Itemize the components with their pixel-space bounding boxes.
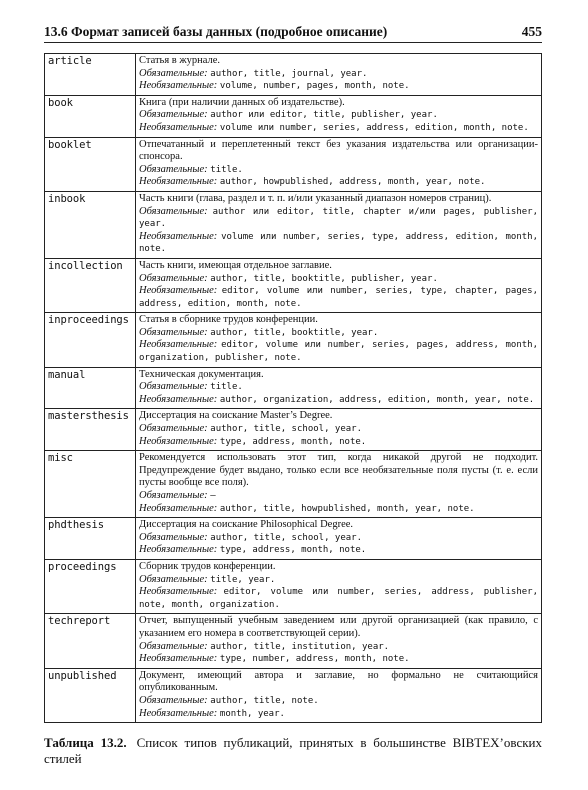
required-label: Обязательные:: [139, 694, 208, 706]
optional-label: Необязательные:: [139, 339, 218, 351]
required-fields: title.: [210, 164, 243, 175]
table-row: [45, 559, 542, 613]
optional-fields: author, organization, address, edition, month, year, note.: [219, 394, 535, 405]
optional-fields: volume, number, pages, month, note.: [219, 81, 410, 92]
optional-fields-line: [139, 436, 538, 449]
required-fields-line: [139, 695, 538, 708]
optional-fields-line: [139, 503, 538, 516]
table-row: [45, 518, 542, 560]
optional-label: Необязательные:: [139, 502, 218, 514]
required-fields: author, title, journal, year.: [210, 68, 368, 79]
entry-description: Техническая документация.: [139, 368, 264, 380]
required-label: Обязательные:: [139, 640, 208, 652]
entry-description-cell: [136, 614, 542, 668]
table-row: [45, 668, 542, 722]
entry-type-cell: [45, 668, 136, 722]
table-caption: [44, 735, 542, 767]
entry-description-cell: [136, 451, 542, 518]
entry-type: inproceedings: [48, 314, 129, 327]
entry-type-cell: [45, 258, 136, 312]
table-row: [45, 191, 542, 258]
required-label: Обязательные:: [139, 381, 208, 393]
entry-description-cell: [136, 95, 542, 137]
entry-type-cell: [45, 409, 136, 451]
entry-description: Статья в сборнике трудов конференции.: [139, 314, 318, 326]
entry-description: Часть книги (глава, раздел и т. п. и/или указанный диапазон номеров страниц).: [139, 192, 492, 204]
entry-type: proceedings: [48, 560, 117, 573]
optional-fields: type, number, address, month, note.: [219, 654, 410, 665]
optional-label: Необязательные:: [139, 80, 218, 92]
optional-fields-line: [139, 285, 538, 310]
optional-fields: author, howpublished, address, month, year, note.: [219, 177, 486, 188]
entry-description-cell: [136, 137, 542, 191]
entry-description-cell: [136, 668, 542, 722]
required-fields: author, title, booktitle, year.: [210, 327, 379, 338]
entry-type: incollection: [48, 259, 123, 272]
required-label: Обязательные:: [139, 272, 208, 284]
required-fields: author, title, school, year.: [210, 532, 362, 543]
entry-type-cell: [45, 518, 136, 560]
entry-type-cell: [45, 313, 136, 367]
entry-type: book: [48, 96, 73, 109]
entry-type: unpublished: [48, 669, 117, 682]
entry-description: Рекомендуется использовать этот тип, когда никакой другой не подходит. Предупреждение будет выдано, только если все необязательные поля пусты (т. е. если пусты вообще все поля).: [139, 452, 538, 489]
required-fields-line: [139, 327, 538, 340]
table-row: [45, 258, 542, 312]
optional-fields: author, title, howpublished, month, year, note.: [219, 503, 475, 514]
required-fields: title.: [210, 382, 243, 393]
entry-type: techreport: [48, 615, 111, 628]
entry-description: Отпечатанный и переплетенный текст без указания издательства или организации-спонсора.: [139, 138, 538, 163]
required-fields-line: [139, 109, 538, 122]
entry-type-cell: [45, 451, 136, 518]
required-fields: title, year.: [210, 574, 276, 585]
optional-label: Необязательные:: [139, 393, 218, 405]
entry-description-cell: [136, 518, 542, 560]
optional-fields-line: [139, 544, 538, 557]
required-label: Обязательные:: [139, 109, 208, 121]
entry-type-cell: [45, 559, 136, 613]
required-label: Обязательные:: [139, 573, 208, 585]
entry-description-cell: [136, 313, 542, 367]
entry-description: Часть книги, имеющая отдельное заглавие.: [139, 259, 332, 271]
required-fields: author, title, school, year.: [210, 424, 362, 435]
required-fields-line: [139, 490, 538, 503]
required-fields: author, title, booktitle, publisher, year.: [210, 273, 438, 284]
optional-fields: volume или number, series, type, address, edition, month, note.: [139, 231, 538, 255]
entry-type: article: [48, 55, 92, 67]
optional-fields-line: [139, 231, 538, 256]
required-fields-line: [139, 381, 538, 394]
publication-types-table: [44, 53, 542, 723]
optional-fields-line: [139, 339, 538, 364]
entry-type: manual: [48, 368, 86, 381]
entry-type-cell: [45, 614, 136, 668]
optional-fields-line: [139, 122, 538, 135]
required-fields-line: [139, 423, 538, 436]
entry-description-cell: [136, 191, 542, 258]
entry-description-cell: [136, 409, 542, 451]
required-label: Обязательные:: [139, 531, 208, 543]
required-label: Обязательные:: [139, 326, 208, 338]
optional-label: Необязательные:: [139, 435, 218, 447]
required-fields-line: [139, 574, 538, 587]
required-fields-line: [139, 641, 538, 654]
required-fields: –: [210, 491, 216, 501]
required-fields-line: [139, 532, 538, 545]
required-label: Обязательные:: [139, 490, 208, 501]
optional-label: Необязательные:: [139, 176, 218, 188]
optional-fields: type, address, month, note.: [219, 545, 367, 556]
table-row: [45, 614, 542, 668]
optional-label: Необязательные:: [139, 653, 218, 665]
entry-type-cell: [45, 95, 136, 137]
table-row: [45, 95, 542, 137]
entry-description: Диссертация на соискание Philosophical Degree.: [139, 519, 354, 531]
optional-fields: volume или number, series, address, edition, month, note.: [219, 122, 529, 133]
entry-type-cell: [45, 137, 136, 191]
required-fields: author, title, note.: [210, 695, 319, 706]
optional-fields-line: [139, 586, 538, 611]
header-rule: [44, 42, 542, 43]
optional-fields: month, year.: [219, 708, 285, 719]
table-row: [45, 313, 542, 367]
optional-fields-line: [139, 176, 538, 189]
entry-description-cell: [136, 54, 542, 96]
table-row: [45, 367, 542, 409]
optional-label: Необязательные:: [139, 707, 218, 719]
optional-label: Необязательные:: [139, 586, 218, 598]
required-fields-line: [139, 68, 538, 81]
required-fields: author или editor, title, chapter и/или pages, publisher, year.: [139, 206, 538, 230]
optional-label: Необязательные:: [139, 285, 218, 297]
entry-description: Документ, имеющий автора и заглавие, но формально не считающийся опубликованным.: [139, 669, 538, 694]
optional-fields-line: [139, 653, 538, 666]
entry-type-cell: [45, 54, 136, 96]
caption-text: Список типов публикаций, принятых в большинстве BIBTEX’овских стилей: [44, 735, 542, 766]
entry-type: phdthesis: [48, 519, 104, 532]
required-label: Обязательные:: [139, 205, 208, 217]
optional-fields: editor, volume или number, series, type, chapter, pages, address, edition, month, note.: [139, 286, 539, 309]
table-row: [45, 54, 542, 96]
optional-fields: editor, volume или number, series, address, publisher, note, month, organization.: [139, 587, 538, 610]
table-row: [45, 137, 542, 191]
entry-type-cell: [45, 367, 136, 409]
required-label: Обязательные:: [139, 67, 208, 79]
entry-description: Диссертация на соискание Master’s Degree.: [139, 410, 333, 422]
optional-label: Необязательные:: [139, 121, 218, 133]
entry-description: Сборник трудов конференции.: [139, 560, 276, 572]
optional-fields: type, address, month, note.: [219, 436, 367, 447]
table-row: [45, 409, 542, 451]
section-title: 13.6 Формат записей базы данных (подробное описание): [44, 24, 388, 39]
optional-fields: editor, volume или number, series, pages, address, month, organization, publisher, note.: [139, 340, 538, 364]
entry-type: mastersthesis: [48, 410, 129, 423]
required-label: Обязательные:: [139, 423, 208, 435]
running-header: [44, 24, 542, 40]
required-fields: author или editor, title, publisher, year.: [210, 110, 438, 121]
table-row: [45, 451, 542, 518]
optional-label: Необязательные:: [139, 230, 218, 242]
optional-fields-line: [139, 394, 538, 407]
entry-type-cell: [45, 191, 136, 258]
entry-description: Отчет, выпущенный учебным заведением или другой организацией (как правило, с указанием его номера в соответствующей серии).: [139, 615, 538, 639]
entry-description: Книга (при наличии данных об издательстве).: [139, 96, 345, 108]
optional-label: Необязательные:: [139, 544, 218, 556]
required-fields-line: [139, 164, 538, 177]
entry-description-cell: [136, 559, 542, 613]
page-number: 455: [521, 24, 542, 39]
entry-type: inbook: [48, 192, 86, 205]
required-fields-line: [139, 206, 538, 231]
caption-label: Таблица 13.2.: [44, 735, 127, 750]
entry-type: booklet: [48, 138, 92, 151]
entry-description: Статья в журнале.: [139, 55, 221, 66]
optional-fields-line: [139, 708, 538, 721]
entry-type: misc: [48, 452, 73, 465]
entry-description-cell: [136, 367, 542, 409]
required-fields: author, title, institution, year.: [210, 641, 390, 652]
table-body: [45, 54, 542, 723]
entry-description-cell: [136, 258, 542, 312]
required-fields-line: [139, 273, 538, 286]
required-label: Обязательные:: [139, 163, 208, 175]
optional-fields-line: [139, 80, 538, 93]
